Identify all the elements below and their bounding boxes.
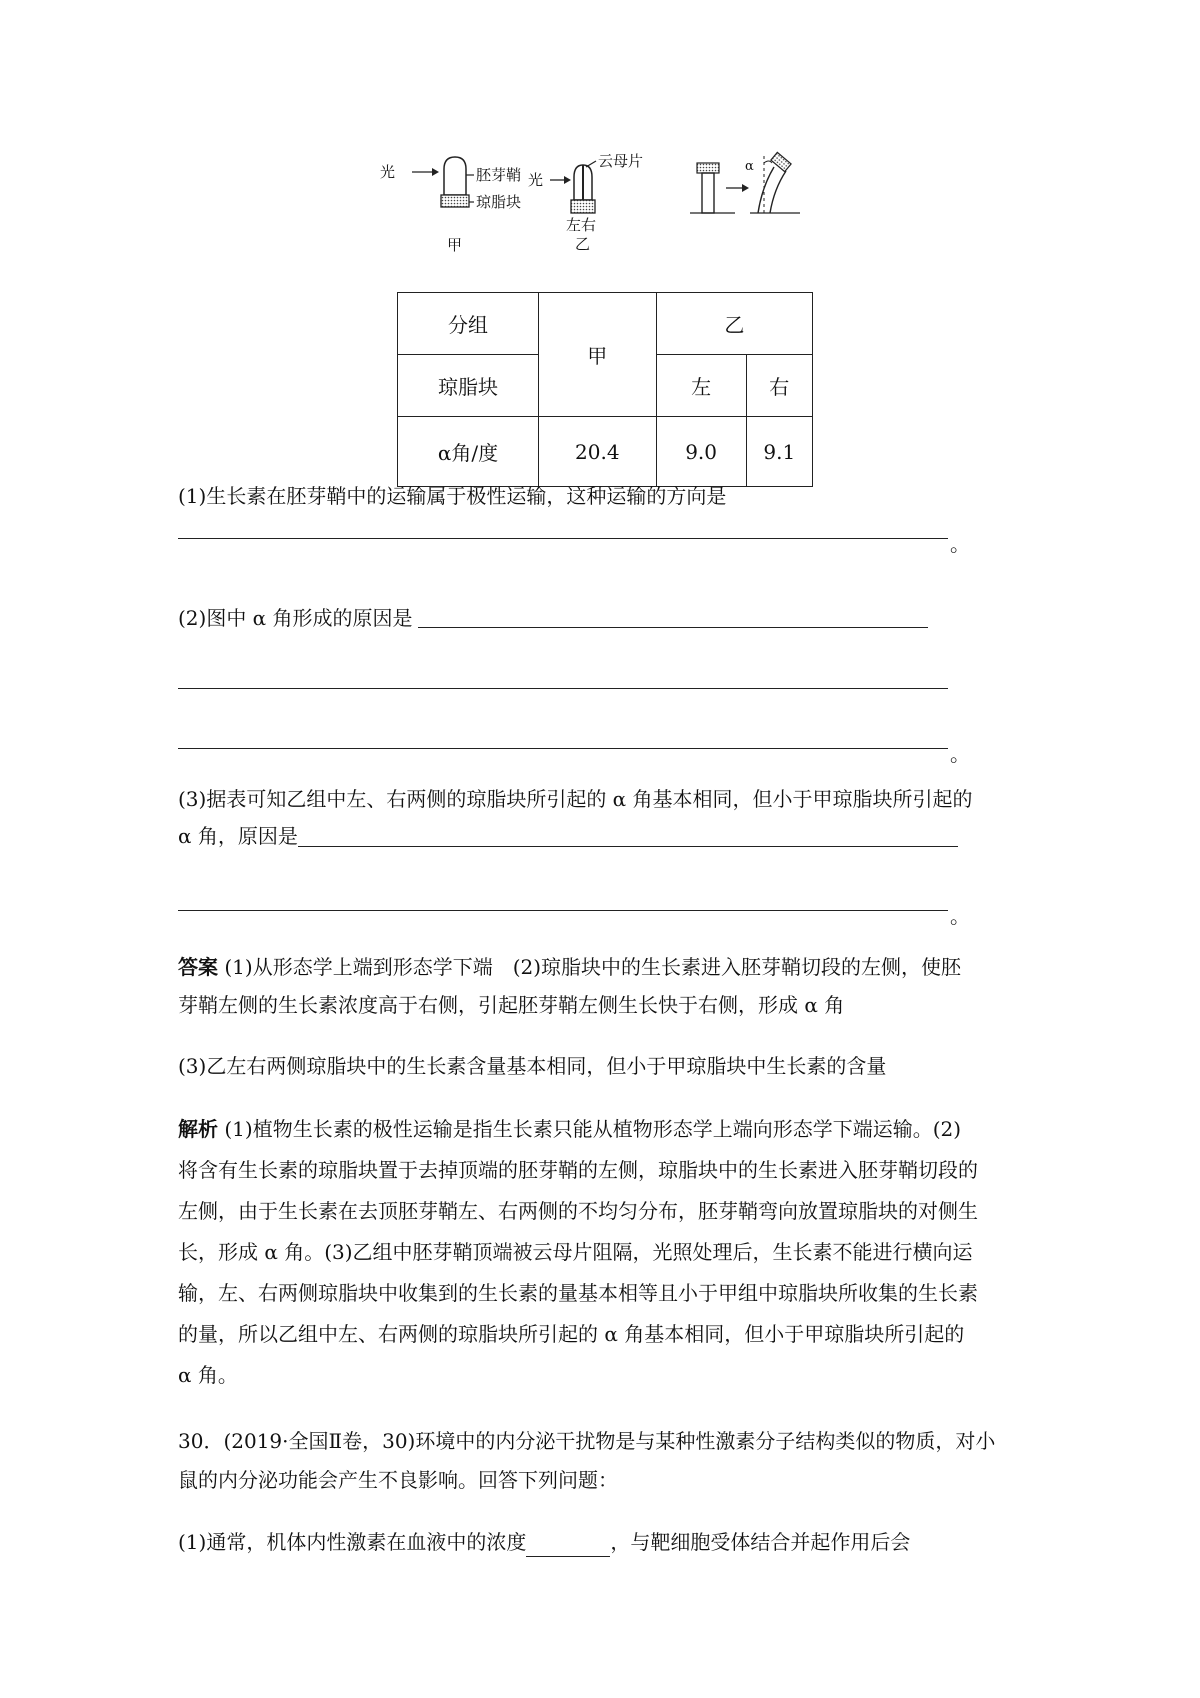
question-30-part1-b: ，与靶细胞受体结合并起作用后会 (610, 1530, 911, 1554)
agar-label: 琼脂块 (476, 193, 522, 211)
analysis-line6: 的量，所以乙组中左、右两侧的琼脂块所引起的 α 角基本相同，但小于甲琼脂块所引起的 (178, 1322, 965, 1346)
answer-text-1: (1)从形态学上端到形态学下端 (2)琼脂块中的生长素进入胚芽鞘切段的左侧，使胚 (224, 955, 962, 979)
left-right-label: 左右 (566, 216, 597, 234)
coleoptile-jia (444, 157, 466, 195)
question-1: (1)生长素在胚芽鞘中的运输属于极性运输，这种运输的方向是 (178, 484, 727, 508)
answer-blank[interactable] (526, 1534, 610, 1557)
agar-block-jia (441, 195, 469, 207)
question-30-line2: 鼠的内分泌功能会产生不良影响。回答下列问题： (178, 1468, 618, 1492)
period: 。 (950, 742, 970, 766)
light-label-jia: 光 (380, 163, 396, 181)
question-3-line1: (3)据表可知乙组中左、右两侧的琼脂块所引起的 α 角基本相同，但小于甲琼脂块所引起的 (178, 787, 973, 811)
mica-label: 云母片 (598, 152, 644, 170)
period: 。 (950, 532, 970, 556)
analysis-line7: α 角。 (178, 1363, 238, 1387)
agar-on-bent (771, 152, 791, 171)
period: 。 (950, 904, 970, 928)
answer-line3: (3)乙左右两侧琼脂块中的生长素含量基本相同，但小于甲琼脂块中生长素的含量 (178, 1054, 887, 1078)
question-30-line1: 30．(2019·全国Ⅱ卷，30)环境中的内分泌干扰物是与某种性激素分子结构类似的物质，对小 (178, 1429, 996, 1453)
analysis-label: 解析 (178, 1117, 218, 1141)
answer-blank[interactable] (178, 538, 948, 539)
left-header: 左 (656, 355, 746, 417)
question-30-part1 (178, 1527, 910, 1557)
analysis-line1 (178, 1114, 961, 1144)
analysis-line5: 输，左、右两侧琼脂块中收集到的生长素的量基本相等且小于甲组中琼脂块所收集的生长素 (178, 1281, 978, 1305)
right-header: 右 (746, 355, 812, 417)
agar-header: 琼脂块 (398, 355, 539, 417)
bent-coleoptile-right (770, 171, 786, 213)
value-jia: 20.4 (538, 417, 656, 487)
arrow-head-jia (432, 168, 439, 176)
question-30-part1-a: (1)通常，机体内性激素在血液中的浓度 (178, 1530, 527, 1554)
alpha-label: α (745, 159, 754, 174)
arrow-head-yi (564, 176, 571, 184)
agar-block-yi (571, 200, 595, 213)
answer-blank[interactable] (178, 748, 948, 749)
jia-header: 甲 (538, 293, 656, 417)
analysis-text-1: (1)植物生长素的极性运输是指生长素只能从植物形态学上端向形态学下端运输。(2) (224, 1117, 962, 1141)
coleoptile-segment (702, 173, 714, 213)
answer-blank[interactable] (178, 910, 948, 911)
answer-line1 (178, 952, 961, 982)
agar-top-block (697, 163, 719, 173)
analysis-line4: 长，形成 α 角。(3)乙组中胚芽鞘顶端被云母片阻隔，光照处理后，生长素不能进行横向运 (178, 1240, 973, 1264)
answer-blank[interactable] (298, 846, 958, 847)
value-left: 9.0 (656, 417, 746, 487)
coleoptile-label: 胚芽鞘 (476, 166, 522, 184)
yi-header: 乙 (656, 293, 812, 355)
answer-blank[interactable] (178, 688, 948, 689)
results-table (397, 292, 813, 487)
answer-blank[interactable] (418, 627, 928, 628)
yi-label: 乙 (575, 235, 591, 253)
analysis-line3: 左侧，由于生长素在去顶胚芽鞘左、右两侧的不均匀分布，胚芽鞘弯向放置琼脂块的对侧生 (178, 1199, 978, 1223)
light-label-yi: 光 (528, 171, 544, 189)
group-header: 分组 (398, 293, 539, 355)
alpha-row-label: α角/度 (398, 417, 539, 487)
answer-label: 答案 (178, 955, 218, 979)
experiment-figure (380, 145, 830, 265)
answer-line2: 芽鞘左侧的生长素浓度高于右侧，引起胚芽鞘左侧生长快于右侧，形成 α 角 (178, 993, 845, 1017)
question-2: (2)图中 α 角形成的原因是 (178, 606, 413, 630)
analysis-line2: 将含有生长素的琼脂块置于去掉顶端的胚芽鞘的左侧，琼脂块中的生长素进入胚芽鞘切段的 (178, 1158, 978, 1182)
value-right: 9.1 (746, 417, 812, 487)
jia-label: 甲 (447, 236, 463, 254)
question-3-line2: α 角，原因是 (178, 824, 298, 848)
